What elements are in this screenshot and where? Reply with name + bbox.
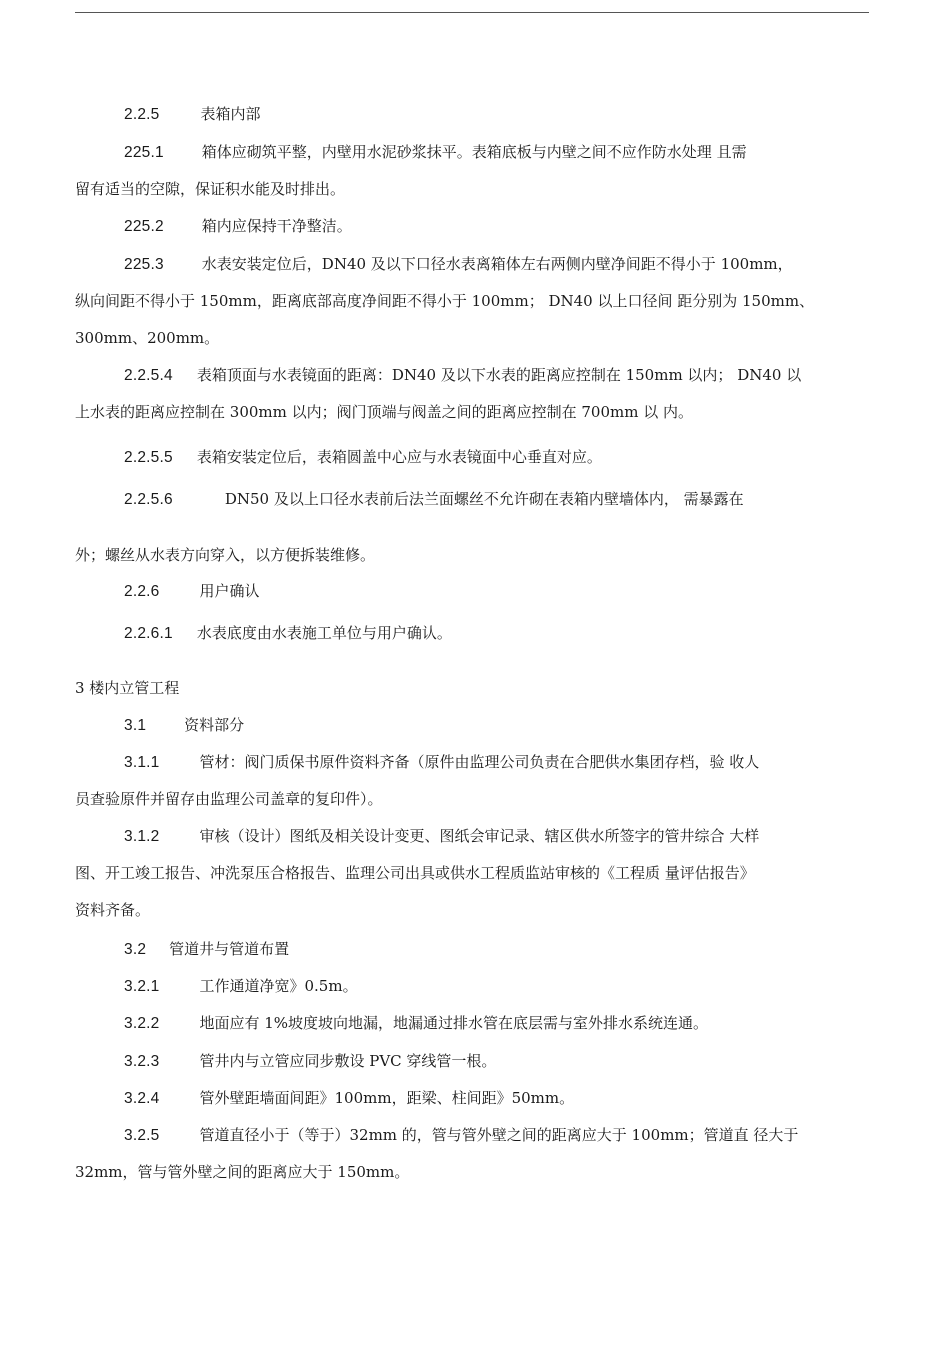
paragraph-text: 图、开工竣工报告、冲洗泵压合格报告、监理公司出具或供水工程质监站审核的《工程质 量评估报告》	[75, 864, 755, 882]
section-number: 3.2.4	[124, 1090, 160, 1107]
text-line	[75, 134, 869, 171]
text-line	[75, 1154, 869, 1191]
paragraph	[75, 968, 869, 1005]
text-line	[75, 171, 869, 208]
text-line	[75, 1080, 869, 1117]
text-line	[75, 394, 869, 431]
section-number: 2.2.5.6	[124, 491, 173, 508]
paragraph-text: 管道井与管道布置	[169, 940, 290, 958]
paragraph-text: 水表安装定位后，DN40 及以下口径水表离箱体左右两侧内壁净间距不得小于 100mm，	[201, 255, 793, 273]
paragraph-text: 地面应有 1%坡度坡向地漏，地漏通过排水管在底层需与室外排水系统连通。	[199, 1014, 709, 1032]
text-line	[75, 931, 869, 968]
section-number: 3.1.1	[124, 754, 160, 771]
paragraph-text: 纵向间距不得小于 150mm，距离底部高度净间距不得小于 100mm； DN40 以上口径间 距分别为 150mm、	[75, 292, 815, 310]
text-line	[75, 537, 869, 574]
paragraph-text: 留有适当的空隙，保证积水能及时排出。	[75, 180, 346, 198]
section-number: 225.3	[124, 256, 164, 273]
section-number: 2.2.6.1	[124, 625, 173, 642]
paragraph-text: 水表底度由水表施工单位与用户确认。	[196, 624, 452, 642]
section-number: 3.1	[124, 717, 147, 734]
paragraph	[75, 246, 869, 357]
text-line	[75, 1005, 869, 1042]
paragraph	[75, 208, 869, 245]
paragraph-text: 32mm，管与管外壁之间的距离应大于 150mm。	[75, 1163, 410, 1181]
section-number: 3.2.3	[124, 1053, 160, 1070]
paragraph-text: 表箱安装定位后，表箱圆盖中心应与水表镜面中心垂直对应。	[196, 448, 602, 466]
text-line	[75, 1043, 869, 1080]
paragraph-text: 工作通道净宽》0.5m。	[199, 977, 358, 995]
paragraph-text: 管道直径小于（等于）32mm 的，管与管外壁之间的距离应大于 100mm；管道直 径大于	[199, 1126, 799, 1144]
text-line	[75, 357, 869, 394]
paragraph-text: 资料部分	[184, 716, 245, 734]
text-line	[75, 573, 869, 610]
text-line	[75, 283, 869, 320]
text-line	[75, 615, 869, 652]
text-line	[75, 670, 869, 707]
paragraph-text: 管外壁距墙面间距》100mm，距梁、柱间距》50mm。	[199, 1089, 575, 1107]
paragraph	[75, 1117, 869, 1191]
paragraph-text: 管材：阀门质保书原件资料齐备（原件由监理公司负责在合肥供水集团存档，验 收人	[199, 753, 760, 771]
paragraph-text: 资料齐备。	[75, 901, 151, 919]
section-number: 3.2.1	[124, 978, 160, 995]
paragraph	[75, 818, 869, 929]
paragraph	[75, 1005, 869, 1042]
text-line	[75, 855, 869, 892]
paragraph	[75, 357, 869, 431]
paragraph	[75, 931, 869, 968]
paragraph-text: 外；螺丝从水表方向穿入，以方便拆装维修。	[75, 546, 376, 564]
text-line	[75, 439, 869, 476]
paragraph-text: DN50 及以上口径水表前后法兰面螺丝不允许砌在表箱内壁墙体内， 需暴露在	[224, 490, 744, 508]
header-rule	[75, 12, 869, 13]
paragraph-text: 箱体应砌筑平整，内壁用水泥砂浆抹平。表箱底板与内壁之间不应作防水处理 且需	[201, 143, 747, 161]
text-line	[75, 96, 869, 133]
section-number: 2.2.5	[124, 106, 160, 123]
text-line	[75, 320, 869, 357]
paragraph	[75, 707, 869, 744]
paragraph-text: 箱内应保持干净整洁。	[201, 217, 352, 235]
section-number: 3.2.5	[124, 1127, 160, 1144]
paragraph	[75, 481, 869, 518]
text-line	[75, 481, 869, 518]
paragraph	[75, 573, 869, 610]
paragraph	[75, 1080, 869, 1117]
text-line	[75, 707, 869, 744]
text-line	[75, 818, 869, 855]
paragraph-text: 员查验原件并留存由监理公司盖章的复印件）。	[75, 790, 383, 808]
section-number: 2.2.5.5	[124, 449, 173, 466]
section-number: 225.1	[124, 144, 164, 161]
paragraph-text: 3 楼内立管工程	[75, 679, 180, 697]
paragraph-text: 表箱顶面与水表镜面的距离：DN40 及以下水表的距离应控制在 150mm 以内； DN40 以	[196, 366, 802, 384]
paragraph-text: 上水表的距离应控制在 300mm 以内；阀门顶端与阀盖之间的距离应控制在 700mm 以 内。	[75, 403, 693, 421]
paragraph	[75, 134, 869, 208]
paragraph-text: 管井内与立管应同步敷设 PVC 穿线管一根。	[199, 1052, 497, 1070]
paragraph-text: 表箱内部	[200, 105, 261, 123]
text-line	[75, 892, 869, 929]
section-number: 225.2	[124, 218, 164, 235]
paragraph	[75, 537, 869, 574]
section-number: 3.2.2	[124, 1015, 160, 1032]
paragraph	[75, 744, 869, 818]
section-number: 2.2.5.4	[124, 367, 173, 384]
paragraph-text: 审核（设计）图纸及相关设计变更、图纸会审记录、辖区供水所签字的管井综合 大样	[199, 827, 760, 845]
paragraph	[75, 615, 869, 652]
text-line	[75, 246, 869, 283]
paragraph	[75, 439, 869, 476]
text-line	[75, 781, 869, 818]
paragraph-text: 用户确认	[199, 582, 260, 600]
section-number: 2.2.6	[124, 583, 160, 600]
paragraph	[75, 1043, 869, 1080]
paragraph-text: 300mm、200mm。	[75, 329, 220, 347]
text-line	[75, 1117, 869, 1154]
paragraph	[75, 96, 869, 133]
text-line	[75, 968, 869, 1005]
paragraph	[75, 670, 869, 707]
section-number: 3.2	[124, 941, 147, 958]
section-number: 3.1.2	[124, 828, 160, 845]
text-line	[75, 208, 869, 245]
text-line	[75, 744, 869, 781]
